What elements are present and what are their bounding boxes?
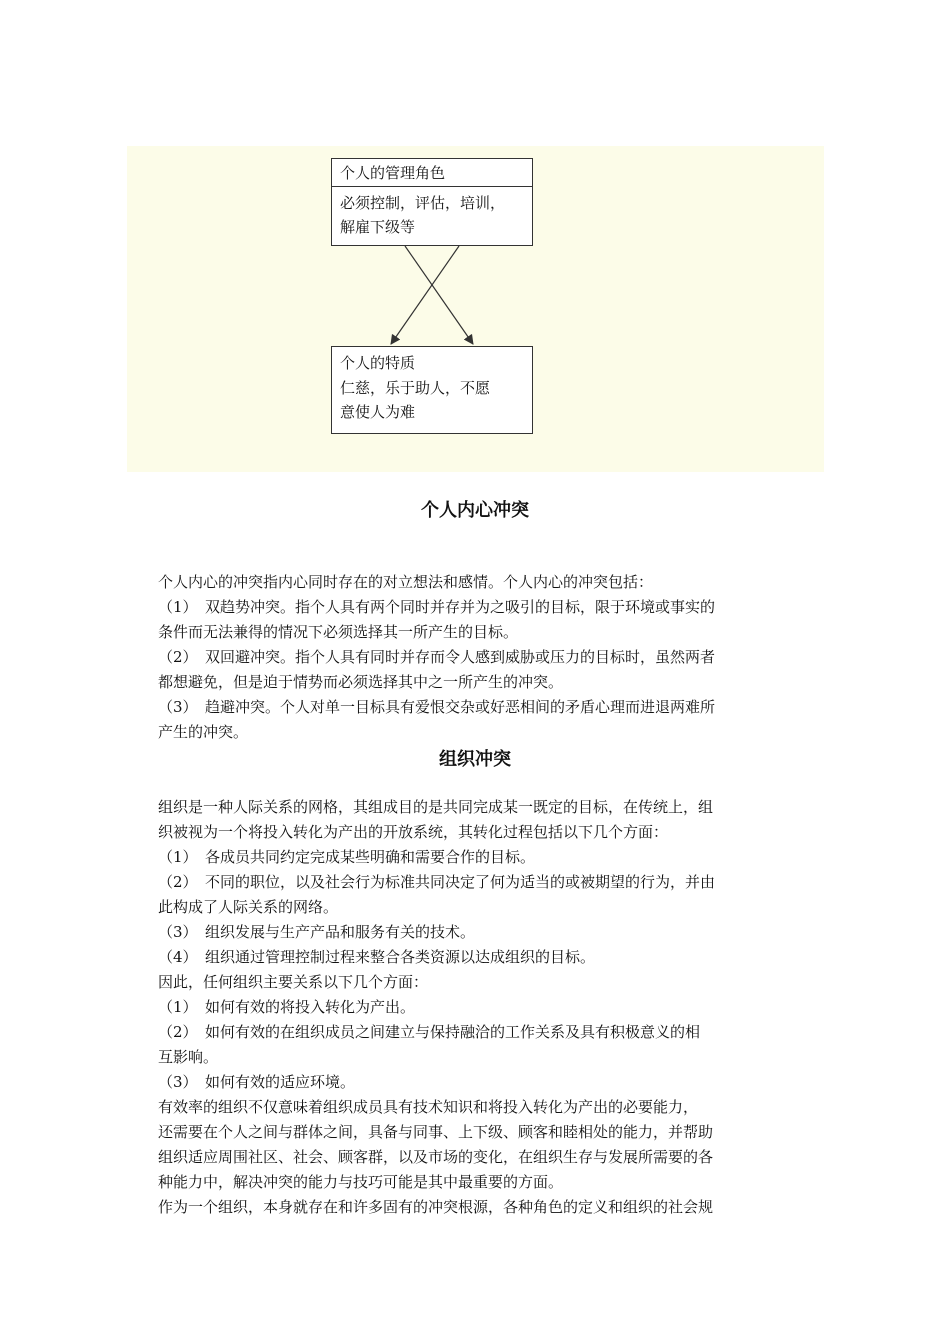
paragraph-line: 产生的冲突。 <box>158 723 249 741</box>
paragraph-line: 种能力中，解决冲突的能力与技巧可能是其中最重要的方面。 <box>158 1173 564 1191</box>
paragraph-line: 组织适应周围社区、社会、顾客群，以及市场的变化，在组织生存与发展所需要的各 <box>158 1148 714 1166</box>
paragraph-line: （4） 组织通过管理控制过程来整合各类资源以达成组织的目标。 <box>158 948 596 966</box>
personal-trait-line: 意使人为难 <box>340 403 416 421</box>
paragraph-line: 此构成了人际关系的网络。 <box>158 898 339 916</box>
paragraph-line: 因此，任何组织主要关系以下几个方面： <box>158 973 429 991</box>
personal-trait-line: 仁慈，乐于助人，不愿 <box>340 379 491 397</box>
paragraph-line: 还需要在个人之间与群体之间，具备与同事、上下级、顾客和睦相处的能力，并帮助 <box>158 1123 714 1141</box>
paragraph-line: （1） 各成员共同约定完成某些明确和需要合作的目标。 <box>158 848 536 866</box>
paragraph-line: 互影响。 <box>158 1048 219 1066</box>
paragraph-line: 作为一个组织，本身就存在和许多固有的冲突根源，各种角色的定义和组织的社会规 <box>158 1198 714 1216</box>
managerial-role-line: 解雇下级等 <box>340 218 416 236</box>
paragraph-line: （1） 双趋势冲突。指个人具有两个同时并存并为之吸引的目标，限于环境或事实的 <box>158 598 716 616</box>
personal-trait-box <box>331 346 533 434</box>
section-title-organizational-conflict: 组织冲突 <box>439 749 511 770</box>
arrow-left-to-right <box>405 246 473 344</box>
paragraph-line: （2） 不同的职位，以及社会行为标准共同决定了何为适当的或被期望的行为，并由 <box>158 873 716 891</box>
managerial-role-box <box>331 158 533 246</box>
paragraph-line: 条件而无法兼得的情况下必须选择其一所产生的目标。 <box>158 623 519 641</box>
paragraph-line: （2） 双回避冲突。指个人具有同时并存而令人感到威胁或压力的目标时，虽然两者 <box>158 648 716 666</box>
arrow-right-to-left <box>391 246 459 344</box>
paragraph-line: （1） 如何有效的将投入转化为产出。 <box>158 998 416 1016</box>
paragraph-line: （3） 趋避冲突。个人对单一目标具有爱恨交杂或好恶相间的矛盾心理而进退两难所 <box>158 698 716 716</box>
paragraph-line: 有效率的组织不仅意味着组织成员具有技术知识和将投入转化为产出的必要能力， <box>158 1098 699 1116</box>
managerial-role-line: 必须控制，评估，培训， <box>340 194 506 212</box>
personal-trait-title: 个人的特质 <box>340 354 416 372</box>
paragraph-line: （3） 组织发展与生产产品和服务有关的技术。 <box>158 923 476 941</box>
section-title-intrapersonal-conflict: 个人内心冲突 <box>421 500 529 521</box>
paragraph-line: 都想避免，但是迫于情势而必须选择其中之一所产生的冲突。 <box>158 673 564 691</box>
paragraph-line: 织被视为一个将投入转化为产出的开放系统，其转化过程包括以下几个方面： <box>158 823 669 841</box>
paragraph-line: 组织是一种人际关系的网格，其组成目的是共同完成某一既定的目标，在传统上，组 <box>158 798 714 816</box>
managerial-role-title: 个人的管理角色 <box>332 159 532 187</box>
section-body-intrapersonal-conflict <box>158 570 798 745</box>
paragraph-line: （2） 如何有效的在组织成员之间建立与保持融洽的工作关系及具有积极意义的相 <box>158 1023 701 1041</box>
paragraph-line: 个人内心的冲突指内心同时存在的对立想法和感情。个人内心的冲突包括： <box>158 573 654 591</box>
conflict-diagram <box>127 146 824 472</box>
paragraph-line: （3） 如何有效的适应环境。 <box>158 1073 356 1091</box>
section-body-organizational-conflict <box>158 795 798 1220</box>
